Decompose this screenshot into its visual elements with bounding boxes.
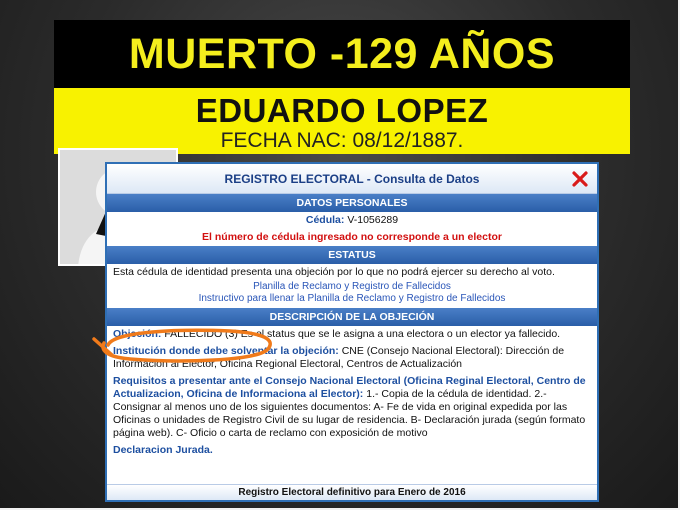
section-datos-personales: DATOS PERSONALES bbox=[107, 194, 597, 212]
panel-title-text: REGISTRO ELECTORAL - Consulta de Datos bbox=[224, 172, 480, 186]
panel-footer: Registro Electoral definitivo para Enero de 2016 bbox=[107, 484, 597, 500]
cedula-value: V-1056289 bbox=[347, 214, 399, 226]
headline-text: MUERTO -129 AÑOS bbox=[128, 30, 556, 78]
institucion-label: Institución donde debe solventar la objeción: bbox=[113, 345, 339, 357]
declaracion-jurada-link[interactable]: Declaracion Jurada. bbox=[113, 444, 213, 456]
planilla-reclamo-link[interactable]: Planilla de Reclamo y Registro de Fallecidos bbox=[253, 281, 451, 292]
panel-title bbox=[107, 164, 597, 194]
registro-electoral-panel bbox=[105, 162, 599, 502]
institucion-row bbox=[107, 343, 597, 373]
declaracion-row bbox=[107, 442, 597, 459]
cedula-row bbox=[107, 212, 597, 229]
headline-banner bbox=[54, 20, 630, 88]
objecion-label: Objeción: bbox=[113, 328, 162, 340]
person-name: EDUARDO LOPEZ bbox=[195, 92, 489, 129]
estatus-text: Esta cédula de identidad presenta una objeción por lo que no podrá ejercer su derecho al voto. bbox=[113, 266, 555, 278]
section-estatus: ESTATUS bbox=[107, 246, 597, 264]
requisitos-value: 1.- Copia de la cédula de identidad. 2.- Consignar al menos uno de los siguientes documentos: A- Fe de vida en original expedida por las Oficinas o unidades de Registro Civil de su lugar de residencia. B- Declaración jurada (según formato página web). C- Oficio o carta de reclamo con exposición de motivo bbox=[113, 388, 586, 439]
objecion-value: FALLECIDO (3) bbox=[164, 328, 238, 340]
cedula-label: Cédula: bbox=[305, 214, 345, 226]
requisitos-row bbox=[107, 373, 597, 442]
institucion-value: CNE (Consejo Nacional Electoral): Dirección de Información al Elector, Oficina Regional Electoral, Centros de Actualización bbox=[113, 345, 565, 370]
requisitos-label: Requisitos a presentar ante el Consejo Nacional Electoral (Oficina Reginal Electoral, Centro de Actualizacion, Oficina de Informaciona al Elector): bbox=[113, 375, 586, 400]
name-banner bbox=[54, 88, 630, 154]
cedula-warning: El número de cédula ingresado no corresponde a un elector bbox=[202, 231, 502, 243]
objecion-explanation: Es el status que se le asigna a una electora o un elector ya fallecido. bbox=[240, 328, 561, 340]
section-descripcion-objecion: DESCRIPCIÓN DE LA OBJECIÓN bbox=[107, 308, 597, 326]
birth-date: FECHA NAC: 08/12/1887. bbox=[220, 129, 464, 152]
instructivo-link[interactable]: Instructivo para llenar la Planilla de Reclamo y Registro de Fallecidos bbox=[198, 293, 506, 304]
red-x-close-icon[interactable] bbox=[571, 170, 589, 188]
objecion-row bbox=[107, 326, 597, 343]
